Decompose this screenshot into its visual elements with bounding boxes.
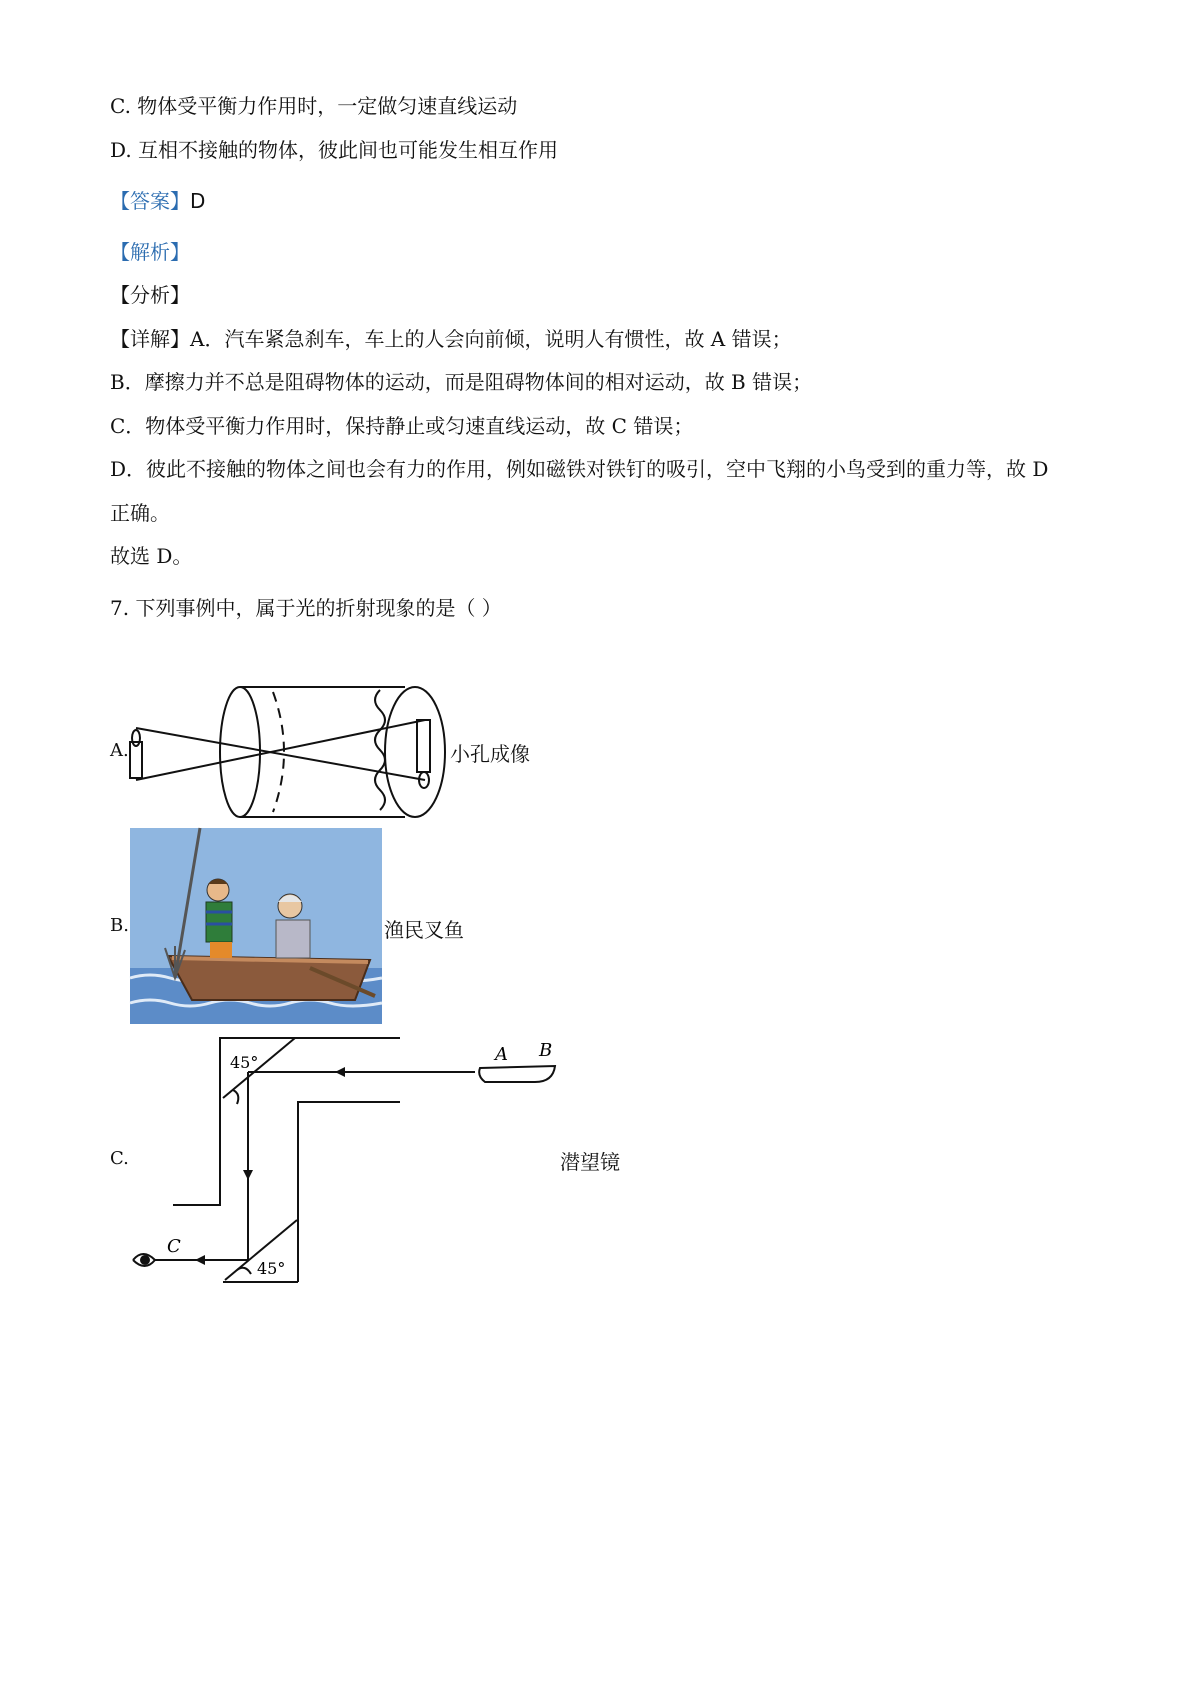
- option-a-letter: A.: [110, 740, 129, 761]
- fisherman-spearing-fish-illustration-icon: [130, 828, 382, 1024]
- angle-bottom-label: 45°: [257, 1259, 286, 1278]
- point-c-label: C: [167, 1236, 181, 1257]
- option-b-caption: 渔民叉鱼: [384, 918, 464, 942]
- answer-line: [110, 187, 205, 215]
- fenxi-label: 【分析】: [110, 283, 190, 307]
- point-b-label: B: [539, 1040, 553, 1061]
- detail-line-2: B．摩擦力并不总是阻碍物体的运动，而是阻碍物体间的相对运动，故 B 错误；: [110, 370, 813, 394]
- detail-line-1: 【详解】A．汽车紧急刹车，车上的人会向前倾，说明人有惯性，故 A 错误；: [110, 327, 792, 351]
- answer-label: 【答案】: [110, 189, 190, 213]
- option-b-letter: B.: [110, 915, 129, 936]
- detail-conclusion: 故选 D。: [110, 544, 193, 568]
- option-a-caption: 小孔成像: [450, 742, 530, 766]
- option-c-previous: C. 物体受平衡力作用时，一定做匀速直线运动: [110, 94, 518, 118]
- option-d-previous: D. 互相不接触的物体，彼此间也可能发生相互作用: [110, 138, 559, 162]
- angle-top-label: 45°: [230, 1053, 259, 1072]
- detail-line-3: C．物体受平衡力作用时，保持静止或匀速直线运动，故 C 错误；: [110, 414, 694, 438]
- detail-line-5: 正确。: [110, 501, 170, 525]
- option-c-caption: 潜望镜: [560, 1150, 620, 1174]
- point-a-label: A: [495, 1044, 508, 1065]
- periscope-diagram-icon: [125, 1030, 565, 1290]
- eye-icon: [133, 1254, 155, 1266]
- detail-line-4: D．彼此不接触的物体之间也会有力的作用，例如磁铁对铁钉的吸引，空中飞翔的小鸟受到的重力等，故 D: [110, 457, 1049, 481]
- pinhole-camera-diagram-icon: [125, 680, 455, 820]
- analysis-label: 【解析】: [110, 240, 190, 264]
- answer-value: D: [190, 189, 206, 213]
- option-c-letter: C.: [110, 1148, 129, 1169]
- question-7-stem: 7. 下列事例中，属于光的折射现象的是（ ）: [110, 596, 502, 620]
